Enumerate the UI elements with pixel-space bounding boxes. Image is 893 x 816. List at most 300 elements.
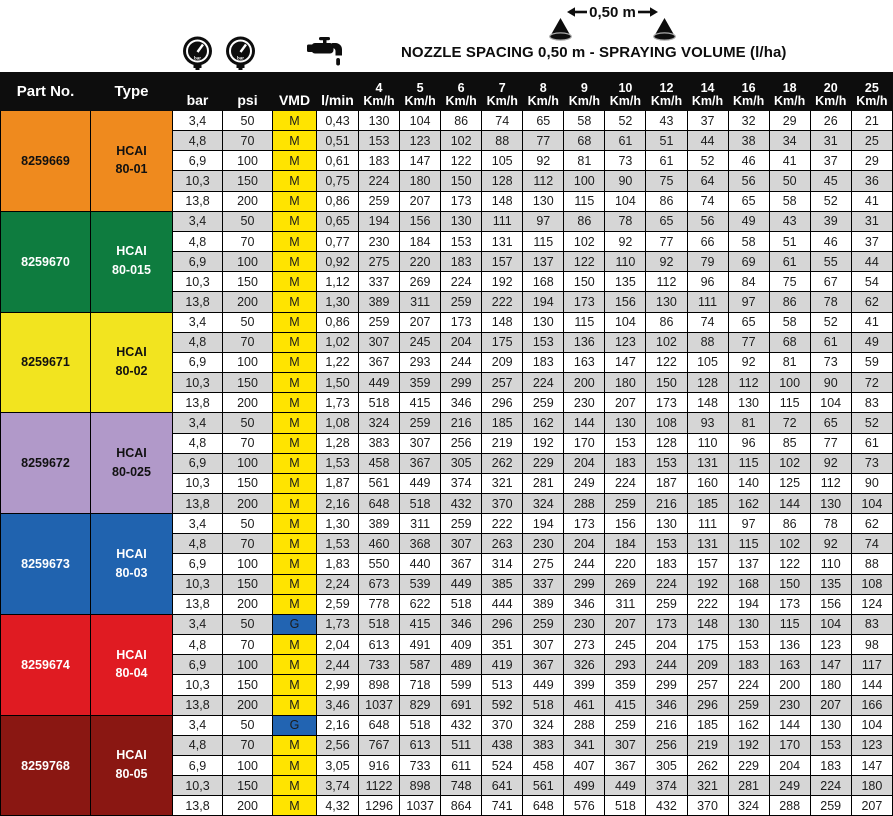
- psi-value: 50: [223, 715, 273, 735]
- spray-volume-value: 156: [400, 211, 441, 231]
- bar-value: 10,3: [173, 776, 223, 796]
- spray-volume-value: 259: [523, 614, 564, 634]
- spray-volume-value: 898: [400, 776, 441, 796]
- spray-volume-value: 90: [851, 473, 892, 493]
- spray-volume-value: 44: [687, 131, 728, 151]
- spray-volume-value: 110: [687, 433, 728, 453]
- psi-value: 50: [223, 111, 273, 131]
- bar-value: 4,8: [173, 635, 223, 655]
- spray-volume-value: 216: [646, 493, 687, 513]
- spray-volume-value: 648: [523, 796, 564, 816]
- spray-volume-value: 259: [400, 413, 441, 433]
- spray-volume-value: 64: [687, 171, 728, 191]
- spray-volume-value: 194: [728, 594, 769, 614]
- spray-volume-value: 648: [359, 715, 400, 735]
- psi-value: 70: [223, 534, 273, 554]
- spray-volume-value: 128: [687, 373, 728, 393]
- spray-volume-value: 307: [605, 735, 646, 755]
- bar-value: 4,8: [173, 433, 223, 453]
- spray-volume-value: 130: [441, 211, 482, 231]
- flow-rate-value: 1,73: [317, 614, 359, 634]
- spray-volume-value: 307: [523, 635, 564, 655]
- spray-volume-value: 34: [769, 131, 810, 151]
- spray-volume-value: 111: [482, 211, 523, 231]
- spray-volume-value: 518: [400, 715, 441, 735]
- bar-value: 13,8: [173, 292, 223, 312]
- spray-volume-value: 288: [769, 796, 810, 816]
- psi-value: 70: [223, 231, 273, 251]
- spray-volume-value: 207: [810, 695, 851, 715]
- spray-volume-value: 192: [482, 272, 523, 292]
- spray-volume-value: 100: [564, 171, 605, 191]
- flow-rate-value: 1,28: [317, 433, 359, 453]
- spray-volume-value: 150: [769, 574, 810, 594]
- spray-volume-value: 29: [769, 111, 810, 131]
- spray-volume-value: 207: [605, 393, 646, 413]
- spray-volume-value: 115: [769, 393, 810, 413]
- column-header-bar: bar: [173, 73, 223, 111]
- spray-volume-value: 75: [646, 171, 687, 191]
- flow-rate-value: 0,86: [317, 191, 359, 211]
- spray-volume-value: 102: [769, 453, 810, 473]
- spray-volume-value: 491: [400, 635, 441, 655]
- spray-volume-value: 419: [482, 655, 523, 675]
- spray-volume-value: 173: [564, 292, 605, 312]
- spray-volume-value: 269: [605, 574, 646, 594]
- spray-volume-value: 168: [523, 272, 564, 292]
- spray-volume-value: 123: [810, 635, 851, 655]
- vmd-value: M: [273, 514, 317, 534]
- spray-volume-value: 104: [851, 493, 892, 513]
- spray-volume-value: 156: [605, 292, 646, 312]
- spray-volume-value: 74: [482, 111, 523, 131]
- spray-volume-value: 389: [359, 292, 400, 312]
- spray-volume-value: 100: [769, 373, 810, 393]
- spray-volume-value: 245: [605, 635, 646, 655]
- spray-volume-value: 130: [646, 292, 687, 312]
- spray-volume-value: 55: [810, 252, 851, 272]
- flow-rate-value: 4,32: [317, 796, 359, 816]
- spray-volume-value: 148: [482, 312, 523, 332]
- part-number-cell: 8259669: [1, 111, 91, 212]
- flow-rate-value: 2,44: [317, 655, 359, 675]
- spray-volume-value: 157: [482, 252, 523, 272]
- bar-value: 4,8: [173, 231, 223, 251]
- spray-volume-value: 96: [728, 433, 769, 453]
- spray-volume-value: 204: [441, 332, 482, 352]
- spray-volume-value: 204: [769, 756, 810, 776]
- spray-volume-value: 147: [851, 756, 892, 776]
- vmd-value: M: [273, 493, 317, 513]
- spray-volume-value: 130: [810, 493, 851, 513]
- column-header-speed: 4 Km/h: [359, 73, 400, 111]
- water-tap-icon: [307, 37, 342, 67]
- column-header-speed: 7 Km/h: [482, 73, 523, 111]
- spray-volume-value: 245: [400, 332, 441, 352]
- spray-volume-value: 110: [605, 252, 646, 272]
- bar-value: 6,9: [173, 756, 223, 776]
- spray-volume-value: 259: [441, 292, 482, 312]
- spray-volume-value: 136: [769, 635, 810, 655]
- spray-volume-value: 200: [769, 675, 810, 695]
- spray-volume-value: 324: [523, 493, 564, 513]
- spray-volume-value: 104: [851, 715, 892, 735]
- spray-volume-value: 1037: [359, 695, 400, 715]
- nozzle-type-cell: HCAI 80-025: [91, 413, 173, 514]
- spray-volume-value: 92: [646, 252, 687, 272]
- column-header-speed: 12 Km/h: [646, 73, 687, 111]
- flow-rate-value: 1,12: [317, 272, 359, 292]
- spray-volume-value: 370: [482, 715, 523, 735]
- spray-volume-value: 61: [851, 433, 892, 453]
- spray-volume-value: 137: [728, 554, 769, 574]
- top-banner: [0, 0, 893, 72]
- spray-volume-value: 115: [564, 191, 605, 211]
- spray-volume-value: 296: [482, 614, 523, 634]
- spray-volume-value: 52: [687, 151, 728, 171]
- spray-volume-value: 69: [728, 252, 769, 272]
- psi-value: 200: [223, 594, 273, 614]
- spray-volume-value: 409: [441, 635, 482, 655]
- flow-rate-value: 3,46: [317, 695, 359, 715]
- psi-value: 150: [223, 171, 273, 191]
- flow-rate-value: 0,75: [317, 171, 359, 191]
- spray-volume-value: 259: [810, 796, 851, 816]
- psi-value: 100: [223, 756, 273, 776]
- spray-volume-value: 43: [769, 211, 810, 231]
- spray-volume-value: 257: [482, 373, 523, 393]
- spray-volume-value: 31: [810, 131, 851, 151]
- spray-volume-value: 61: [646, 151, 687, 171]
- spray-volume-value: 153: [359, 131, 400, 151]
- spray-volume-value: 741: [482, 796, 523, 816]
- spray-volume-value: 115: [769, 614, 810, 634]
- spray-volume-value: 269: [400, 272, 441, 292]
- spray-volume-value: 102: [441, 131, 482, 151]
- spray-volume-value: 346: [646, 695, 687, 715]
- spray-volume-value: 611: [441, 756, 482, 776]
- spray-volume-value: 209: [687, 655, 728, 675]
- spray-volume-value: 249: [564, 473, 605, 493]
- bar-value: 3,4: [173, 614, 223, 634]
- spray-volume-value: 102: [646, 332, 687, 352]
- spray-volume-value: 341: [564, 735, 605, 755]
- psi-value: 200: [223, 191, 273, 211]
- spray-volume-value: 65: [728, 312, 769, 332]
- spray-volume-value: 124: [851, 594, 892, 614]
- spray-volume-value: 259: [646, 594, 687, 614]
- spray-volume-value: 136: [564, 332, 605, 352]
- flow-rate-value: 2,16: [317, 493, 359, 513]
- spray-volume-value: 778: [359, 594, 400, 614]
- bar-value: 3,4: [173, 715, 223, 735]
- part-number-cell: 8259674: [1, 614, 91, 715]
- spray-volume-value: 184: [605, 534, 646, 554]
- spray-volume-value: 275: [523, 554, 564, 574]
- column-header-speed: 14 Km/h: [687, 73, 728, 111]
- spray-volume-value: 86: [646, 191, 687, 211]
- spray-volume-value: 592: [482, 695, 523, 715]
- spray-volume-value: 599: [441, 675, 482, 695]
- spray-volume-value: 39: [810, 211, 851, 231]
- spray-volume-value: 518: [400, 493, 441, 513]
- spray-volume-value: 407: [564, 756, 605, 776]
- flow-rate-value: 1,30: [317, 292, 359, 312]
- bar-value: 6,9: [173, 554, 223, 574]
- spray-volume-value: 367: [523, 655, 564, 675]
- spray-volume-value: 220: [400, 252, 441, 272]
- spray-volume-value: 175: [687, 635, 728, 655]
- spray-volume-value: 518: [359, 393, 400, 413]
- column-header-speed: 25 Km/h: [851, 73, 892, 111]
- spray-volume-value: 58: [564, 111, 605, 131]
- spray-volume-value: 83: [851, 393, 892, 413]
- table-row: [1, 413, 893, 433]
- spray-volume-value: 224: [359, 171, 400, 191]
- spray-volume-value: 183: [728, 655, 769, 675]
- bar-value: 6,9: [173, 655, 223, 675]
- spray-volume-value: 156: [605, 514, 646, 534]
- flow-rate-value: 1,30: [317, 514, 359, 534]
- spray-volume-value: 74: [687, 312, 728, 332]
- spray-volume-value: 104: [810, 614, 851, 634]
- psi-value: 100: [223, 453, 273, 473]
- spray-volume-value: 864: [441, 796, 482, 816]
- spray-volume-value: 130: [728, 614, 769, 634]
- spray-volume-value: 144: [564, 413, 605, 433]
- spray-volume-value: 153: [646, 534, 687, 554]
- flow-rate-value: 2,99: [317, 675, 359, 695]
- spray-volume-value: 449: [605, 776, 646, 796]
- spray-volume-value: 183: [605, 453, 646, 473]
- spraying-volume-table: [0, 72, 893, 816]
- part-number-cell: 8259671: [1, 312, 91, 413]
- bar-value: 13,8: [173, 594, 223, 614]
- spray-volume-value: 56: [728, 171, 769, 191]
- column-header-speed: 8 Km/h: [523, 73, 564, 111]
- vmd-value: M: [273, 534, 317, 554]
- vmd-value: M: [273, 111, 317, 131]
- spray-volume-value: 56: [687, 211, 728, 231]
- psi-value: 150: [223, 473, 273, 493]
- psi-value: 50: [223, 211, 273, 231]
- vmd-value: M: [273, 272, 317, 292]
- header-row: [1, 73, 893, 111]
- spray-volume-value: 111: [687, 514, 728, 534]
- spray-volume-value: 162: [728, 493, 769, 513]
- spray-volume-value: 383: [523, 735, 564, 755]
- spray-volume-value: 72: [851, 373, 892, 393]
- spray-volume-value: 175: [482, 332, 523, 352]
- psi-value: 50: [223, 614, 273, 634]
- spray-volume-value: 207: [851, 796, 892, 816]
- flow-rate-value: 2,59: [317, 594, 359, 614]
- vmd-value: M: [273, 151, 317, 171]
- psi-value: 150: [223, 272, 273, 292]
- spray-volume-value: 93: [687, 413, 728, 433]
- spray-volume-value: 224: [728, 675, 769, 695]
- spray-volume-value: 587: [400, 655, 441, 675]
- spray-volume-value: 183: [359, 151, 400, 171]
- spray-volume-value: 224: [523, 373, 564, 393]
- spray-volume-value: 326: [564, 655, 605, 675]
- spray-volume-value: 351: [482, 635, 523, 655]
- spray-volume-value: 513: [482, 675, 523, 695]
- spray-volume-value: 561: [523, 776, 564, 796]
- spray-volume-value: 288: [564, 493, 605, 513]
- bar-value: 4,8: [173, 131, 223, 151]
- spray-volume-value: 385: [482, 574, 523, 594]
- column-header-vmd: VMD: [273, 73, 317, 111]
- spray-volume-value: 648: [359, 493, 400, 513]
- spray-volume-value: 77: [523, 131, 564, 151]
- spray-volume-value: 123: [851, 735, 892, 755]
- vmd-value: M: [273, 796, 317, 816]
- spray-volume-value: 180: [400, 171, 441, 191]
- spray-volume-value: 204: [564, 534, 605, 554]
- bar-value: 13,8: [173, 493, 223, 513]
- spray-volume-value: 259: [359, 191, 400, 211]
- spray-volume-value: 102: [564, 231, 605, 251]
- spray-volume-value: 112: [728, 373, 769, 393]
- spray-volume-value: 43: [646, 111, 687, 131]
- spray-volume-value: 183: [441, 252, 482, 272]
- spray-volume-value: 183: [646, 554, 687, 574]
- psi-value: 70: [223, 433, 273, 453]
- flow-rate-value: 1,83: [317, 554, 359, 574]
- spray-volume-value: 458: [523, 756, 564, 776]
- spray-volume-value: 135: [605, 272, 646, 292]
- spray-volume-value: 148: [687, 614, 728, 634]
- spray-volume-value: 41: [851, 191, 892, 211]
- spray-volume-value: 32: [728, 111, 769, 131]
- spray-volume-value: 748: [441, 776, 482, 796]
- vmd-value: M: [273, 171, 317, 191]
- flow-rate-value: 1,87: [317, 473, 359, 493]
- spray-volume-value: 79: [687, 252, 728, 272]
- spray-volume-value: 733: [359, 655, 400, 675]
- spray-volume-value: 194: [359, 211, 400, 231]
- spray-volume-value: 460: [359, 534, 400, 554]
- spray-volume-value: 90: [605, 171, 646, 191]
- vmd-value: M: [273, 231, 317, 251]
- spray-volume-value: 130: [605, 413, 646, 433]
- spray-volume-value: 192: [523, 433, 564, 453]
- spray-volume-value: 367: [400, 453, 441, 473]
- spray-volume-value: 449: [400, 473, 441, 493]
- spray-volume-value: 518: [441, 594, 482, 614]
- spray-volume-value: 244: [441, 352, 482, 372]
- spray-volume-value: 173: [769, 594, 810, 614]
- spray-volume-value: 75: [769, 272, 810, 292]
- spray-volume-value: 131: [687, 453, 728, 473]
- spray-volume-value: 1122: [359, 776, 400, 796]
- bar-value: 13,8: [173, 191, 223, 211]
- flow-rate-value: 0,86: [317, 312, 359, 332]
- part-number-cell: 8259670: [1, 211, 91, 312]
- spray-volume-value: 1037: [400, 796, 441, 816]
- flow-rate-value: 1,08: [317, 413, 359, 433]
- vmd-value: M: [273, 594, 317, 614]
- spray-volume-value: 68: [564, 131, 605, 151]
- bar-value: 13,8: [173, 695, 223, 715]
- spray-volume-value: 130: [810, 715, 851, 735]
- spray-volume-value: 204: [564, 453, 605, 473]
- spray-volume-value: 183: [523, 352, 564, 372]
- spray-volume-value: 45: [810, 171, 851, 191]
- flow-rate-value: 1,73: [317, 393, 359, 413]
- spray-volume-value: 200: [564, 373, 605, 393]
- spray-volume-value: 367: [605, 756, 646, 776]
- spray-volume-value: 224: [441, 272, 482, 292]
- bar-value: 10,3: [173, 272, 223, 292]
- flow-rate-value: 1,53: [317, 453, 359, 473]
- spray-nozzle-icon: [547, 17, 574, 42]
- spray-volume-value: 389: [523, 594, 564, 614]
- spray-volume-value: 458: [359, 453, 400, 473]
- flow-rate-value: 2,04: [317, 635, 359, 655]
- spray-volume-value: 153: [605, 433, 646, 453]
- spray-volume-value: 61: [769, 252, 810, 272]
- table-row: [1, 614, 893, 634]
- spray-volume-value: 115: [564, 312, 605, 332]
- spray-volume-value: 50: [769, 171, 810, 191]
- spray-volume-value: 207: [400, 191, 441, 211]
- spray-volume-value: 288: [564, 715, 605, 735]
- spray-volume-value: 46: [728, 151, 769, 171]
- spray-volume-value: 78: [810, 514, 851, 534]
- vmd-value: M: [273, 695, 317, 715]
- spray-volume-value: 293: [400, 352, 441, 372]
- spray-volume-value: 144: [851, 675, 892, 695]
- spray-volume-value: 219: [687, 735, 728, 755]
- spray-volume-value: 539: [400, 574, 441, 594]
- column-header-speed: 16 Km/h: [728, 73, 769, 111]
- spray-volume-value: 150: [564, 272, 605, 292]
- psi-value: 50: [223, 413, 273, 433]
- spray-volume-value: 305: [441, 453, 482, 473]
- nozzle-type-cell: HCAI 80-015: [91, 211, 173, 312]
- spray-volume-value: 166: [851, 695, 892, 715]
- spray-volume-value: 58: [769, 312, 810, 332]
- psi-value: 100: [223, 554, 273, 574]
- spray-volume-value: 97: [523, 211, 564, 231]
- part-number-cell: 8259768: [1, 715, 91, 816]
- flow-rate-value: 3,05: [317, 756, 359, 776]
- nozzle-spacing-graphic: [545, 2, 680, 44]
- spray-volume-value: 641: [482, 776, 523, 796]
- psi-value: 100: [223, 252, 273, 272]
- bar-value: 6,9: [173, 453, 223, 473]
- spray-volume-value: 229: [523, 453, 564, 473]
- psi-value: 70: [223, 735, 273, 755]
- spray-volume-value: 25: [851, 131, 892, 151]
- spray-volume-value: 92: [523, 151, 564, 171]
- spray-volume-value: 115: [728, 453, 769, 473]
- bar-value: 3,4: [173, 413, 223, 433]
- flow-rate-value: 1,53: [317, 534, 359, 554]
- spray-volume-value: 117: [851, 655, 892, 675]
- bar-value: 10,3: [173, 473, 223, 493]
- column-header-type: Type: [91, 73, 173, 111]
- spray-volume-value: 51: [646, 131, 687, 151]
- spray-volume-value: 153: [523, 332, 564, 352]
- spray-volume-value: 104: [400, 111, 441, 131]
- spray-volume-value: 183: [810, 756, 851, 776]
- spray-volume-value: 273: [564, 635, 605, 655]
- spray-volume-value: 125: [769, 473, 810, 493]
- spray-volume-value: 311: [400, 292, 441, 312]
